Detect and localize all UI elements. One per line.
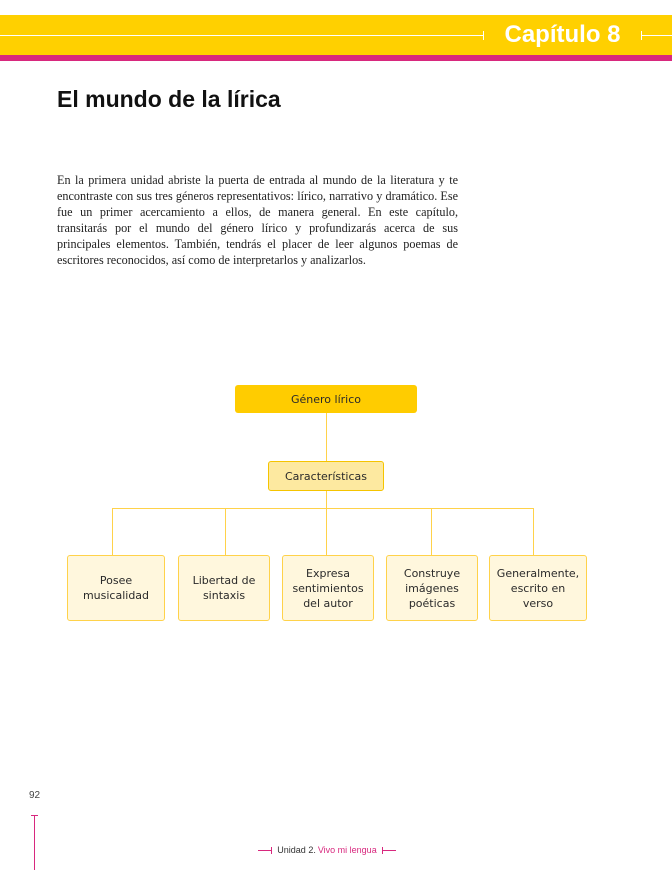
connector-horizontal-bus	[112, 508, 533, 509]
leaf-libertad-de-sintaxis	[178, 555, 270, 621]
header-rule-tick-left	[483, 31, 484, 40]
header-accent-stripe	[0, 55, 672, 61]
connector-mid-to-bus	[326, 491, 327, 509]
leaf-label: Construye imágenes poéticas	[403, 566, 461, 610]
leaf-label: Posee musicalidad	[82, 574, 150, 602]
connector-drop-3	[326, 508, 327, 555]
leaf-construye-imagenes	[386, 555, 478, 621]
leaf-label: Generalmente, escrito en verso	[496, 566, 580, 610]
chapter-label: Capítulo 8	[504, 21, 621, 48]
node-caracteristicas: Características	[268, 461, 384, 491]
header-rule-right	[641, 35, 672, 36]
connector-drop-4	[431, 508, 432, 555]
header-rule-tick-right	[641, 31, 642, 40]
footer-unit-label: Unidad 2.	[277, 845, 316, 855]
page-title: El mundo de la lírica	[57, 86, 281, 112]
leaf-label: Libertad de sintaxis	[192, 574, 256, 602]
connector-drop-5	[533, 508, 534, 555]
leaf-posee-musicalidad	[67, 555, 165, 621]
running-footer	[254, 843, 400, 857]
leaf-expresa-sentimientos	[282, 555, 374, 621]
connector-drop-1	[112, 508, 113, 555]
connector-drop-2	[225, 508, 226, 555]
leaf-label: Expresa sentimientos del autor	[292, 566, 364, 610]
page-number: 92	[29, 790, 41, 801]
connector-root-to-mid	[326, 413, 327, 461]
intro-paragraph: En la primera unidad abriste la puerta de entrada al mundo de la literatura y te encontraste con sus tres géneros representativos: lírico, narrativo y dramático. Ese fue un primer acercamiento a ellos, de manera general. En este capítulo, transitarás por el mundo del género lírico y profundizarás acerca de sus principales elementos. También, tendrás el placer de leer algunos poemas de escritores reconocidos, así como de interpretarlos y analizarlos.	[57, 173, 458, 267]
footer-rule-right	[382, 850, 396, 851]
leaf-escrito-en-verso	[489, 555, 587, 621]
header-rule-left	[0, 35, 484, 36]
margin-rule	[34, 816, 35, 870]
node-genero-lirico: Género lírico	[235, 385, 417, 413]
footer-rule-left	[258, 850, 272, 851]
footer-unit-title: Vivo mi lengua	[317, 845, 377, 855]
